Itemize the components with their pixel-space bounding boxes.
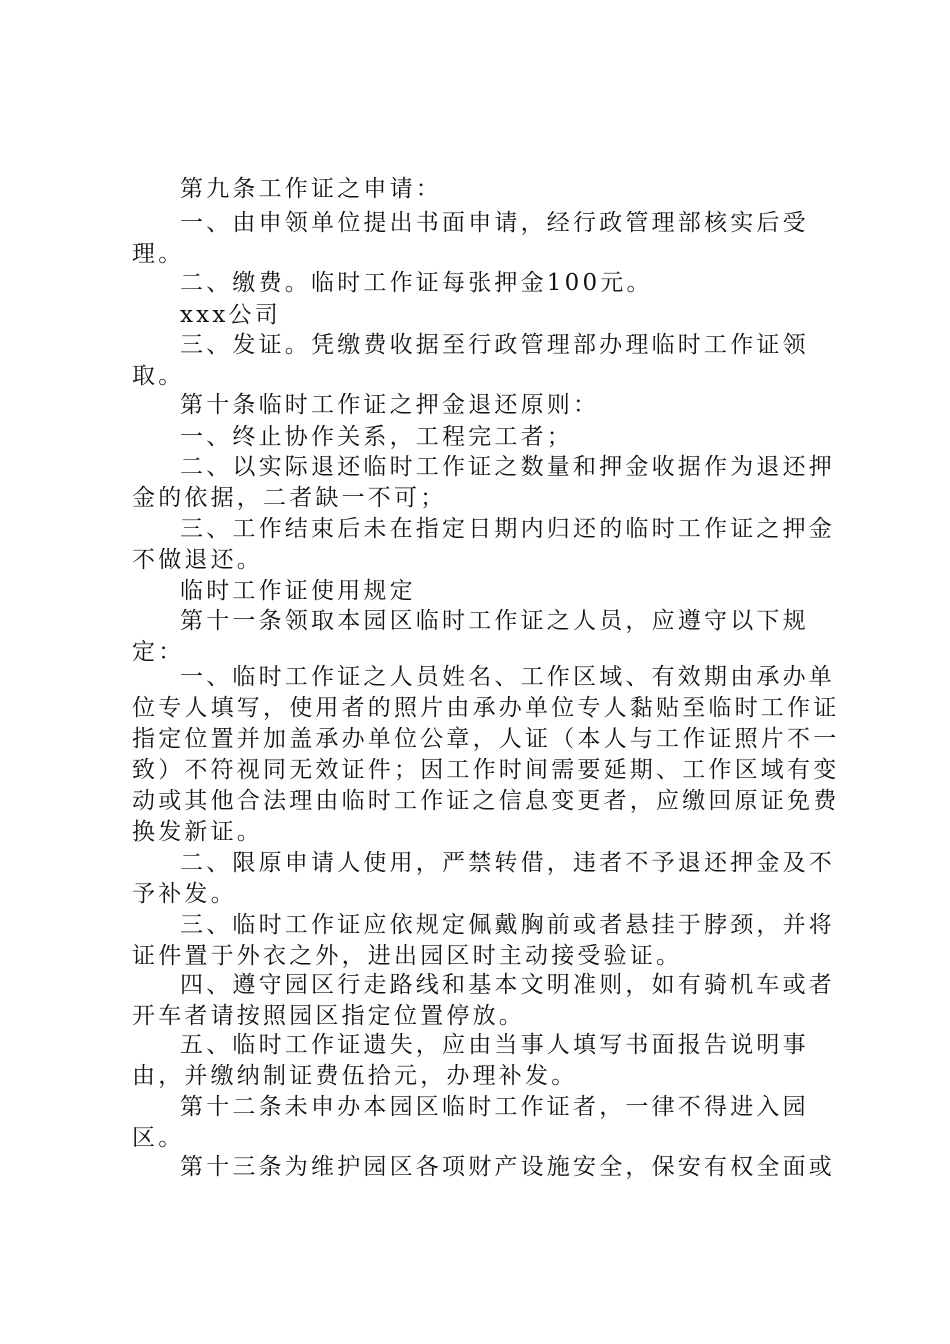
article-11-item-5: 五、临时工作证遗失，应由当事人填写书面报告说明事由，并缴纳制证费伍拾元，办理补发。 (132, 1032, 809, 1089)
article-9-item-2: 二、缴费。临时工作证每张押金100元。 (180, 270, 653, 296)
company-name: xxx公司 (180, 302, 281, 328)
article-10-item-1: 一、终止协作关系，工程完工者； (180, 424, 573, 450)
article-11-item-3: 三、临时工作证应依规定佩戴胸前或者悬挂于脖颈，并将证件置于外衣之外，进出园区时主动接受验证。 (132, 912, 835, 969)
article-10-item-2: 二、以实际退还临时工作证之数量和押金收据作为退还押金的依据，二者缺一不可； (132, 454, 835, 511)
article-9-heading: 第九条工作证之申请： (180, 176, 442, 202)
article-13: 第十三条为维护园区各项财产设施安全，保安有权全面或 (180, 1154, 835, 1180)
article-11-item-4: 四、遵守园区行走路线和基本文明准则，如有骑机车或者开车者请按照园区指定位置停放。 (132, 972, 835, 1029)
article-11-item-2: 二、限原申请人使用，严禁转借，违者不予退还押金及不予补发。 (132, 850, 835, 907)
article-9-item-1: 一、由申领单位提出书面申请，经行政管理部核实后受理。 (132, 210, 809, 267)
article-9-item-3: 三、发证。凭缴费收据至行政管理部办理临时工作证领取。 (132, 332, 809, 389)
section-title: 临时工作证使用规定 (180, 578, 416, 604)
article-10-heading: 第十条临时工作证之押金退还原则： (180, 392, 600, 418)
article-12: 第十二条未申办本园区临时工作证者，一律不得进入园区。 (132, 1094, 809, 1151)
article-10-item-3: 三、工作结束后未在指定日期内归还的临时工作证之押金不做退还。 (132, 516, 835, 573)
article-11-item-1: 一、临时工作证之人员姓名、工作区域、有效期由承办单位专人填写，使用者的照片由承办单位专人黏贴至临时工作证指定位置并加盖承办单位公章，人证（本人与工作证照片不一致）不符视同无效证件；因工作时间需要延期、工作区域有变动或其他合法理由临时工作证之信息变更者，应缴回原证免费换发新证。 (132, 664, 840, 845)
article-11-heading: 第十一条领取本园区临时工作证之人员，应遵守以下规定： (132, 608, 809, 665)
